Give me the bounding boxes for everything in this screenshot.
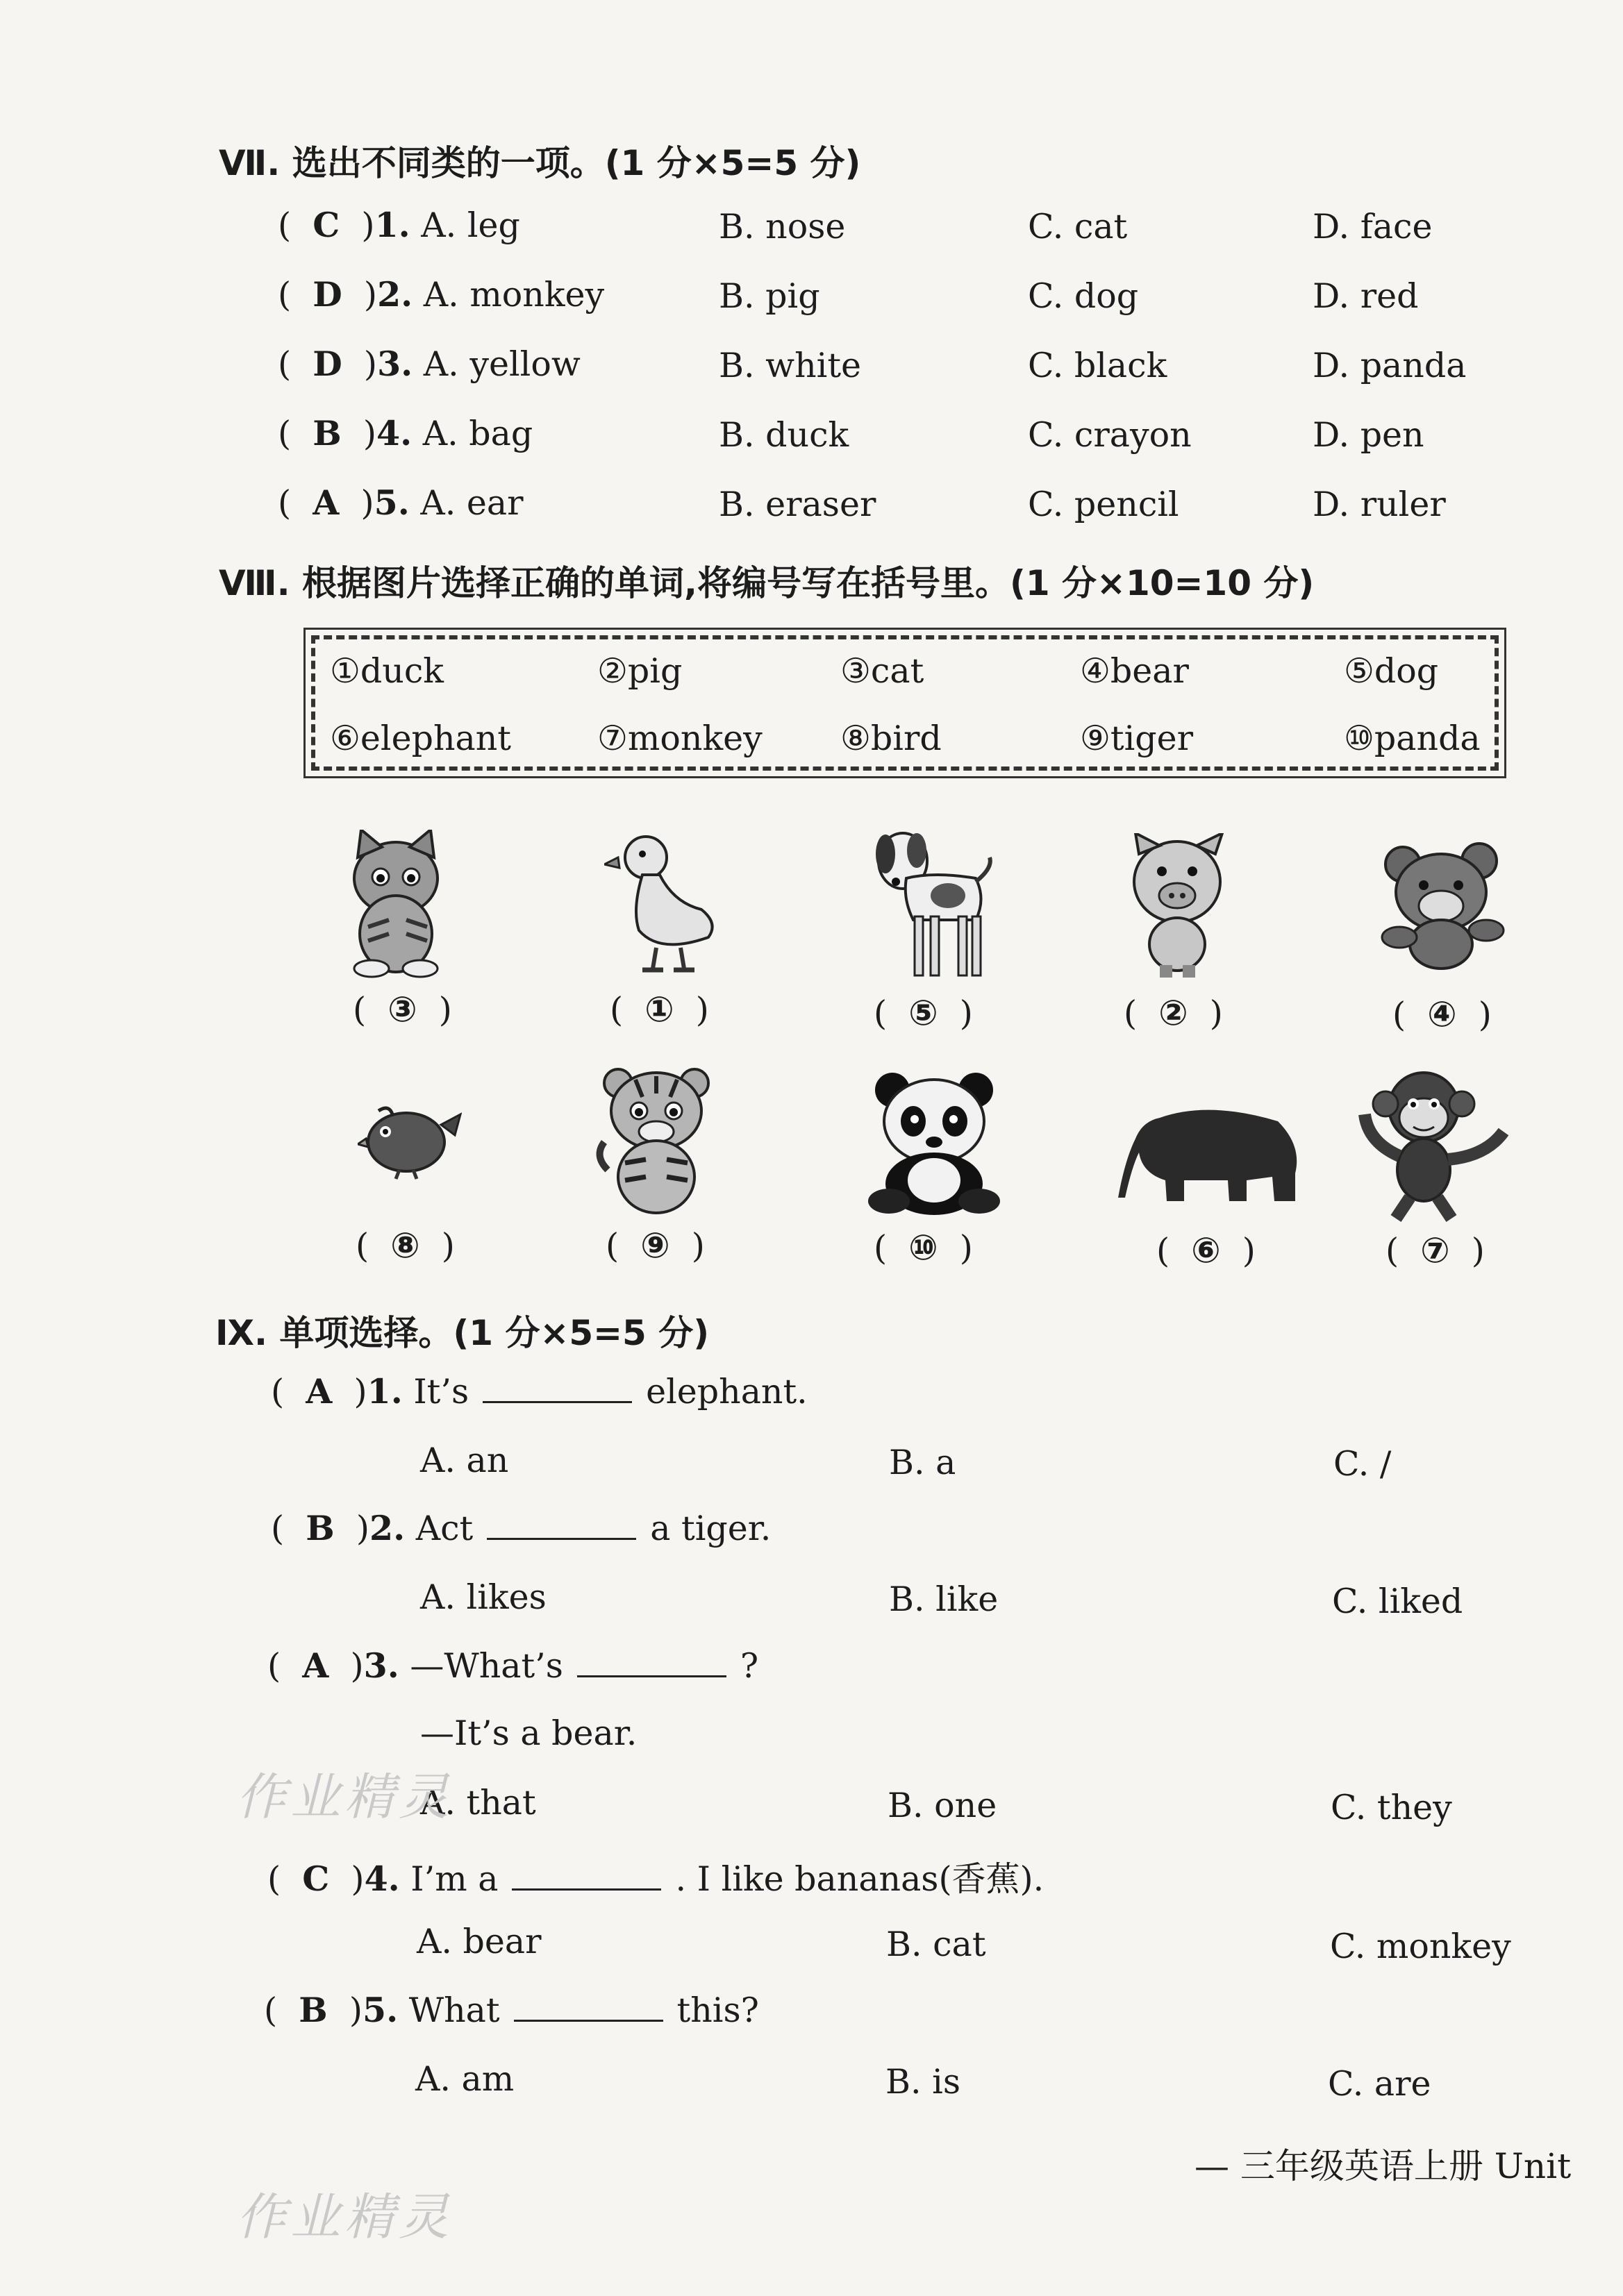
option-a: A. monkey (423, 275, 605, 315)
word-6: ⑥elephant (330, 719, 511, 758)
sec7-q3-option-d: D. panda (1313, 346, 1467, 385)
duck-picture (604, 833, 722, 975)
answer-letter: A (306, 1371, 333, 1411)
sec7-q4-option-d: D. pen (1313, 415, 1424, 455)
sec7-q2-option-b: B. pig (719, 276, 820, 316)
answer-blank (512, 1861, 661, 1891)
q5-option-a: A. am (415, 2059, 515, 2099)
answer-picture-6: ( ⑧ ) (356, 1225, 455, 1266)
panda-picture (865, 1069, 1004, 1215)
question-5: ( B )5. What this? (264, 1990, 759, 2030)
sec7-q5-option-d: D. ruler (1313, 485, 1446, 524)
sec7-q1-option-c: C. cat (1028, 207, 1128, 246)
section-9-heading: Ⅸ. 单项选择。(1 分×5=5 分) (215, 1313, 710, 1353)
answer-letter: B (306, 1508, 335, 1548)
sec7-question-4: ( B )4. A. bag (278, 413, 533, 453)
answer-letter: D (313, 274, 342, 315)
monkey-picture (1354, 1066, 1521, 1222)
sec7-q2-option-d: D. red (1313, 276, 1419, 316)
q2-option-b: B. like (889, 1579, 999, 1619)
tiger-picture (594, 1066, 719, 1215)
sec7-question-1: ( C )1. A. leg (278, 205, 520, 245)
sec7-q4-option-c: C. crayon (1028, 415, 1192, 455)
word-4: ④bear (1080, 651, 1189, 691)
sec7-q1-option-b: B. nose (719, 207, 846, 246)
answer-picture-1: ( ③ ) (353, 989, 452, 1030)
answer-picture-4: ( ② ) (1124, 993, 1223, 1033)
word-1: ①duck (330, 651, 444, 691)
elephant-picture (1118, 1104, 1302, 1205)
sec7-q4-option-b: B. duck (719, 415, 849, 455)
word-7: ⑦monkey (597, 719, 763, 758)
bear-picture (1379, 840, 1510, 972)
answer-picture-5: ( ④ ) (1392, 994, 1492, 1034)
answer-picture-9: ( ⑥ ) (1156, 1230, 1256, 1271)
word-5: ⑤dog (1344, 651, 1439, 691)
q4-option-b: B. cat (886, 1925, 986, 1964)
dog-picture (872, 830, 997, 979)
section-8-heading: Ⅷ. 根据图片选择正确的单词,将编号写在括号里。(1 分×10=10 分) (219, 563, 1315, 603)
question-1: ( A )1. It’s elephant. (271, 1371, 808, 1411)
answer-blank (483, 1373, 632, 1403)
answer-picture-8: ( ⑩ ) (874, 1227, 973, 1268)
q1-option-c: C. / (1333, 1444, 1392, 1484)
answer-letter: B (299, 1990, 328, 2030)
sec7-q1-option-d: D. face (1313, 207, 1433, 246)
q2-option-a: A. likes (420, 1577, 547, 1617)
question-3: ( A )3. —What’s ? (267, 1645, 759, 1686)
q4-option-c: C. monkey (1330, 1927, 1511, 1966)
pig-picture (1122, 833, 1236, 979)
q1-option-a: A. an (420, 1441, 509, 1480)
sec7-q3-option-b: B. white (719, 346, 862, 385)
answer-blank (577, 1648, 726, 1677)
sec7-q5-option-c: C. pencil (1028, 485, 1179, 524)
word-10: ⑩panda (1344, 719, 1481, 758)
word-2: ②pig (597, 651, 683, 691)
section-7-heading: Ⅶ. 选出不同类的一项。(1 分×5=5 分) (219, 143, 861, 183)
watermark: 作业精灵 (236, 1768, 453, 1826)
option-a: A. yellow (423, 344, 581, 384)
q3-option-c: C. they (1331, 1788, 1452, 1827)
question-4: ( C )4. I’m a . I like bananas(香蕉). (267, 1859, 1044, 1899)
answer-picture-3: ( ⑤ ) (874, 993, 973, 1033)
answer-picture-10: ( ⑦ ) (1385, 1230, 1485, 1271)
sec7-q2-option-c: C. dog (1028, 276, 1139, 316)
option-a: A. ear (420, 483, 524, 523)
answer-letter: C (313, 205, 340, 245)
sec7-question-3: ( D )3. A. yellow (278, 344, 581, 384)
sec7-question-5: ( A )5. A. ear (278, 483, 524, 523)
option-a: A. leg (421, 206, 520, 245)
word-3: ③cat (840, 651, 924, 691)
cat-picture (340, 830, 451, 979)
answer-letter: A (313, 483, 340, 523)
answer-picture-7: ( ⑨ ) (606, 1225, 705, 1266)
q3-option-b: B. one (888, 1786, 997, 1825)
answer-blank (487, 1510, 636, 1540)
bird-picture (358, 1104, 462, 1180)
sec7-q3-option-c: C. black (1028, 346, 1167, 385)
q3-option-a: A. that (420, 1783, 536, 1822)
q4-option-a: A. bear (417, 1922, 542, 1961)
sec7-question-2: ( D )2. A. monkey (278, 274, 605, 315)
q2-option-c: C. liked (1332, 1582, 1463, 1621)
answer-picture-2: ( ① ) (610, 989, 709, 1030)
q3-line-2: —It’s a bear. (420, 1713, 638, 1753)
word-8: ⑧bird (840, 719, 942, 758)
watermark: 作业精灵 (236, 2188, 453, 2246)
answer-letter: B (313, 413, 342, 453)
answer-letter: D (313, 344, 342, 384)
question-2: ( B )2. Act a tiger. (271, 1508, 772, 1548)
answer-letter: C (302, 1859, 330, 1899)
sec7-q5-option-b: B. eraser (719, 485, 876, 524)
q1-option-b: B. a (889, 1443, 956, 1482)
answer-blank (514, 1992, 663, 2022)
q5-option-c: C. are (1328, 2064, 1431, 2104)
page-footer: — 三年级英语上册 Unit (1195, 2146, 1572, 2186)
word-9: ⑨tiger (1080, 719, 1194, 758)
q5-option-b: B. is (885, 2062, 960, 2102)
option-a: A. bag (422, 414, 533, 453)
answer-letter: A (302, 1645, 329, 1686)
